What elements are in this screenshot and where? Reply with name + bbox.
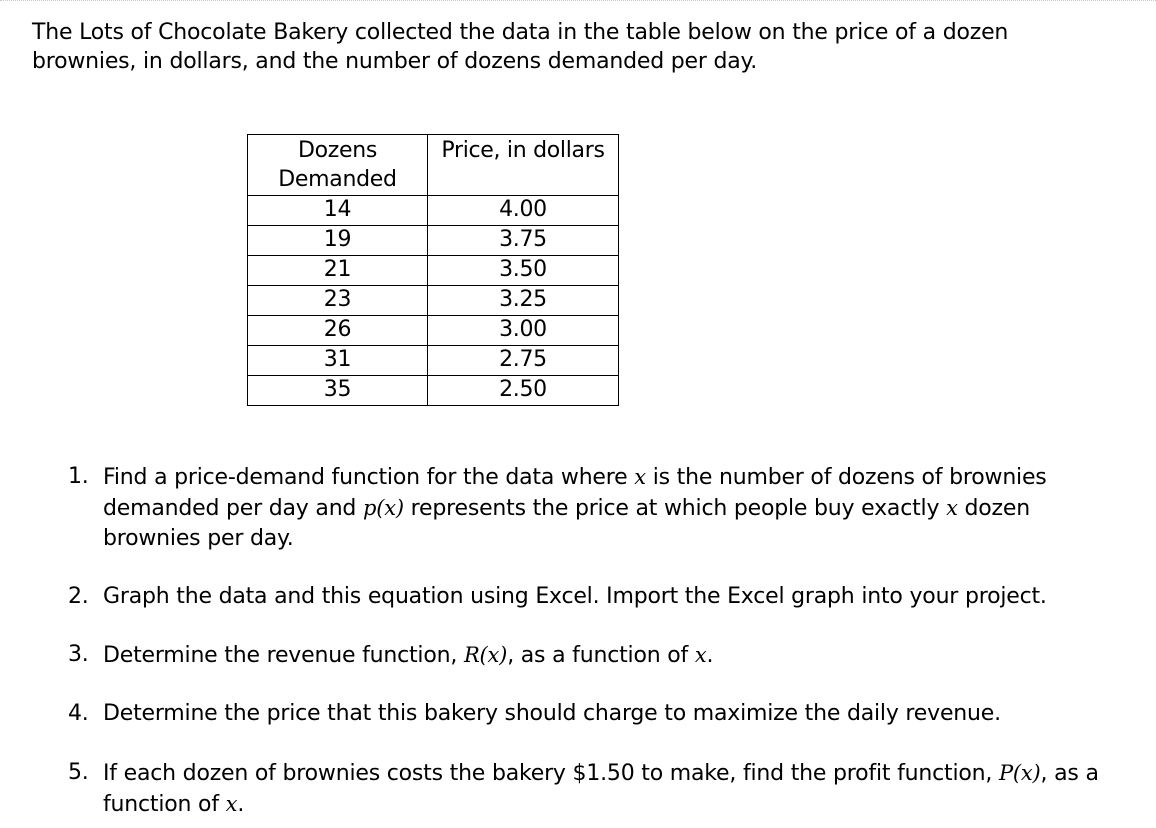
table-row xyxy=(248,256,619,286)
table-row xyxy=(248,346,619,376)
cell-price: 3.00 xyxy=(428,316,619,346)
question-4 xyxy=(68,699,1108,729)
question-text xyxy=(103,761,1099,817)
text-run: . xyxy=(237,792,245,817)
question-text xyxy=(103,643,713,668)
table-row xyxy=(248,316,619,346)
cell-dozens: 21 xyxy=(248,256,428,286)
table-header-row xyxy=(248,135,619,196)
table-row xyxy=(248,286,619,316)
math-variable: x xyxy=(946,496,958,520)
text-run: . xyxy=(706,643,714,668)
question-list xyxy=(68,462,1108,820)
text-run: Determine the revenue function, xyxy=(103,643,464,668)
cell-dozens: 35 xyxy=(248,376,428,406)
table-row xyxy=(248,196,619,226)
text-run: is the number of dozens of brownies demanded per day and xyxy=(103,465,1047,521)
top-dotted-border xyxy=(0,0,1156,1)
question-number: 2. xyxy=(68,584,89,609)
cell-dozens: 31 xyxy=(248,346,428,376)
cell-dozens: 26 xyxy=(248,316,428,346)
math-expression: p(x) xyxy=(363,496,404,520)
cell-price: 3.25 xyxy=(428,286,619,316)
cell-dozens: 19 xyxy=(248,226,428,256)
cell-dozens: 23 xyxy=(248,286,428,316)
table-row xyxy=(248,376,619,406)
question-text: Graph the data and this equation using Excel. Import the Excel graph into your project. xyxy=(103,584,1047,609)
cell-price: 2.75 xyxy=(428,346,619,376)
text-run: dozen brownies per day. xyxy=(103,496,1030,551)
text-run: Find a price-demand function for the data where xyxy=(103,465,635,490)
question-text xyxy=(103,465,1047,551)
text-run: If each dozen of brownies costs the bakery $1.50 to make, find the profit function, xyxy=(103,761,999,786)
text-run: , as a function of xyxy=(507,643,695,668)
cell-price: 3.50 xyxy=(428,256,619,286)
cell-price: 3.75 xyxy=(428,226,619,256)
question-2 xyxy=(68,582,1108,612)
price-demand-table xyxy=(247,134,619,406)
math-variable: x xyxy=(634,465,646,489)
cell-price: 4.00 xyxy=(428,196,619,226)
question-number: 5. xyxy=(68,760,89,785)
question-number: 3. xyxy=(68,642,89,667)
question-number: 1. xyxy=(68,464,89,489)
question-5 xyxy=(68,758,1108,820)
cell-price: 2.50 xyxy=(428,376,619,406)
header-price: Price, in dollars xyxy=(428,135,619,196)
question-1 xyxy=(68,462,1108,554)
text-run: , as a function of xyxy=(103,761,1099,817)
question-3 xyxy=(68,640,1108,671)
intro-paragraph: The Lots of Chocolate Bakery collected the data in the table below on the price of a dozen brownies, in dollars, and the number of dozens demanded per day. xyxy=(32,20,1009,74)
math-variable: x xyxy=(694,643,707,667)
math-expression: R(x) xyxy=(463,643,508,667)
question-number: 4. xyxy=(68,701,89,726)
question-text: Determine the price that this bakery should charge to maximize the daily revenue. xyxy=(103,701,1001,726)
math-variable: x xyxy=(225,792,238,816)
table-row xyxy=(248,226,619,256)
math-expression: P(x) xyxy=(998,761,1041,785)
cell-dozens: 14 xyxy=(248,196,428,226)
header-dozens-demanded: Dozens Demanded xyxy=(248,135,428,196)
text-run: represents the price at which people buy exactly xyxy=(403,496,947,521)
